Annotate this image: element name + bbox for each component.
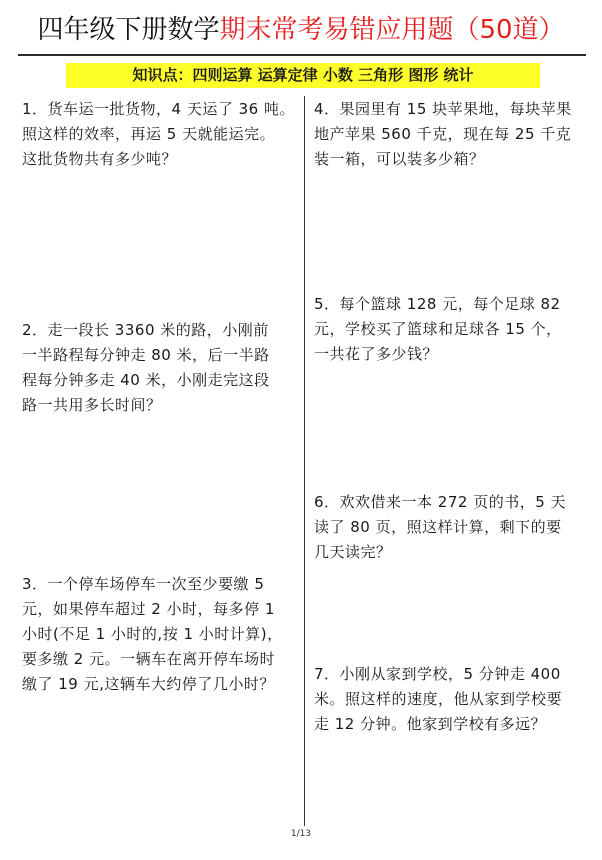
question-line: 要多缴 2 元。一辆车在离开停车场时: [22, 650, 276, 668]
title-underline: [18, 54, 586, 56]
question-line: 几天读完？: [314, 543, 392, 561]
question-line: 装一箱，可以装多少箱？: [314, 150, 485, 168]
question-line: 程每分钟多走 40 米，小刚走完这段: [22, 371, 270, 389]
question-line: 路一共用多长时间？: [22, 396, 162, 414]
question-line: 6．欢欢借来一本 272 页的书，5 天: [314, 493, 567, 511]
question-line: 小时(不足 1 小时的,按 1 小时计算)，: [22, 625, 283, 643]
question-line: 元，如果停车超过 2 小时，每多停 1: [22, 600, 275, 618]
page-number: 1/13: [290, 829, 312, 839]
question-line: 一半路程每分钟走 80 米，后一半路: [22, 346, 270, 364]
title-accent: 期末常考易错应用题（50道）: [219, 15, 565, 45]
question-line: 3．一个停车场停车一次至少要缴 5: [22, 575, 265, 593]
question-line: 读了 80 页，照这样计算，剩下的要: [314, 518, 562, 536]
question-4: [314, 97, 590, 172]
question-line: 1．货车运一批货物，4 天运了 36 吨。: [22, 100, 295, 118]
question-line: 2．走一段长 3360 米的路，小刚前: [22, 321, 269, 339]
question-2: [22, 318, 298, 418]
question-5: [314, 292, 590, 367]
question-1: [22, 97, 298, 172]
question-7: [314, 662, 590, 737]
knowledge-points-banner: 知识点：四则运算 运算定律 小数 三角形 图形 统计: [66, 63, 540, 88]
question-line: 地产苹果 560 千克，现在每 25 千克: [314, 125, 572, 143]
question-line: 走 12 分钟。他家到学校有多远？: [314, 715, 547, 733]
question-3: [22, 572, 298, 697]
question-line: 米。照这样的速度，他从家到学校要: [314, 690, 563, 708]
question-line: 缴了 19 元,这辆车大约停了几小时？: [22, 675, 275, 693]
question-line: 4．果园里有 15 块苹果地，每块苹果: [314, 100, 572, 118]
question-line: 这批货物共有多少吨？: [22, 150, 178, 168]
page-title: [0, 10, 602, 50]
title-main: 四年级下册数学: [37, 15, 220, 45]
question-line: 5．每个篮球 128 元，每个足球 82: [314, 295, 561, 313]
question-line: 照这样的效率，再运 5 天就能运完。: [22, 125, 276, 143]
question-6: [314, 490, 590, 565]
question-line: 一共花了多少钱？: [314, 345, 439, 363]
column-divider: [304, 96, 305, 826]
question-line: 7．小刚从家到学校，5 分钟走 400: [314, 665, 561, 683]
question-line: 元，学校买了篮球和足球各 15 个，: [314, 320, 562, 338]
